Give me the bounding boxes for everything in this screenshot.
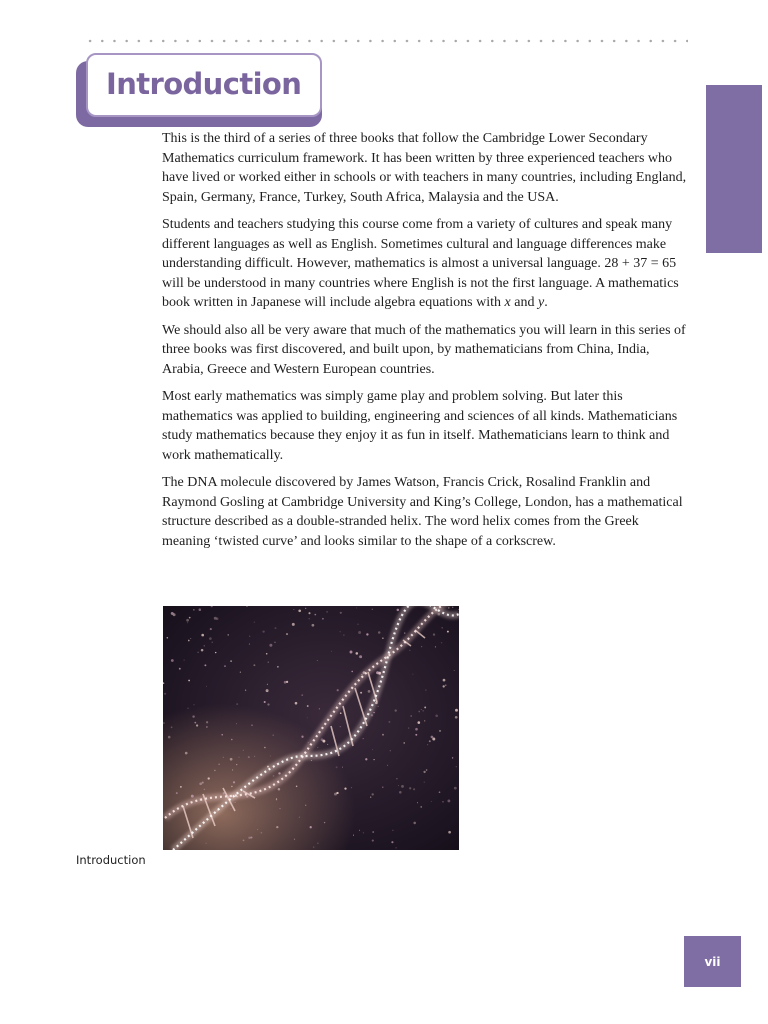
sparkle: [452, 757, 453, 758]
sparkle: [194, 722, 196, 724]
dna-helix-image: [163, 606, 459, 850]
sparkle: [395, 709, 397, 711]
sparkle: [257, 829, 258, 830]
sparkle: [317, 843, 318, 844]
sparkle: [231, 739, 233, 741]
sparkle: [431, 801, 432, 802]
sparkle: [363, 832, 364, 833]
sparkle: [204, 645, 205, 646]
sparkle: [236, 764, 237, 765]
sparkle: [208, 777, 210, 779]
sparkle: [421, 709, 422, 710]
sparkle: [274, 642, 276, 644]
sparkle: [273, 735, 274, 736]
sparkle: [368, 690, 371, 693]
sparkle: [248, 756, 250, 758]
sparkle: [445, 684, 447, 686]
variable-x: x: [504, 295, 511, 310]
sparkle: [412, 674, 413, 675]
sparkle: [413, 822, 416, 825]
sparkle: [421, 646, 422, 647]
sentence-end: .: [544, 295, 548, 310]
sparkle: [382, 638, 383, 639]
sparkle: [173, 613, 176, 616]
sparkle: [221, 734, 223, 736]
sparkle: [376, 671, 379, 674]
sparkle: [277, 666, 278, 667]
sparkle: [443, 679, 446, 682]
chapter-side-tab: [706, 85, 762, 253]
sparkle: [270, 756, 271, 757]
sparkle: [245, 690, 246, 691]
sparkle: [284, 681, 287, 684]
sparkle: [447, 631, 449, 633]
sparkle: [223, 757, 224, 758]
sparkle: [372, 840, 374, 842]
sparkle: [278, 788, 281, 791]
sparkle: [171, 726, 173, 728]
sparkle: [327, 744, 328, 745]
sparkle: [317, 747, 318, 748]
sparkle: [351, 787, 352, 788]
sparkle: [254, 622, 255, 623]
sparkle: [232, 769, 233, 770]
sparkle: [230, 758, 233, 761]
sparkle: [391, 841, 393, 843]
sparkle: [373, 759, 374, 760]
sparkle: [423, 710, 424, 711]
sparkle: [168, 736, 171, 739]
sparkle: [365, 758, 367, 760]
sparkle: [296, 786, 298, 788]
dotted-rule: [84, 39, 688, 43]
sparkle: [249, 644, 250, 645]
sparkle: [455, 716, 458, 719]
sparkle: [310, 826, 312, 828]
sparkle: [396, 847, 397, 848]
sparkle: [340, 726, 341, 727]
sparkle: [441, 642, 442, 643]
sparkle: [273, 775, 275, 777]
sparkle: [366, 633, 368, 635]
sparkle: [454, 670, 455, 671]
sparkle: [415, 734, 417, 736]
sparkle: [278, 772, 280, 774]
sparkle: [387, 765, 388, 766]
variable-y: y: [537, 295, 545, 310]
page-title: Introduction: [106, 67, 302, 101]
sparkle: [187, 622, 188, 623]
sparkle: [307, 705, 309, 707]
sparkle: [212, 642, 213, 643]
sparkle: [340, 612, 342, 614]
sparkle: [322, 740, 325, 743]
sparkle: [269, 644, 272, 647]
paragraph-5: The DNA molecule discovered by James Watson, Francis Crick, Rosalind Franklin and Raymond Gosling at Cambridge University and King’s College, London, has a mathematical structure described as a double-stranded helix. The word helix comes from the Greek meaning ‘twisted curve’ and looks similar to the shape of a corkscrew.: [162, 475, 683, 549]
sparkle: [292, 623, 295, 626]
sparkle: [435, 646, 436, 647]
sparkle: [426, 769, 428, 771]
sparkle: [313, 847, 314, 848]
sparkle: [308, 612, 310, 614]
sparkle: [206, 721, 208, 723]
sparkle: [305, 608, 306, 609]
sparkle: [388, 721, 390, 723]
sparkle: [307, 718, 308, 719]
sparkle: [204, 789, 206, 791]
sparkle: [441, 627, 443, 629]
sparkle: [201, 649, 204, 652]
sparkle: [399, 791, 402, 794]
sparkle: [439, 730, 441, 732]
sparkle: [188, 680, 190, 682]
sparkle: [167, 637, 169, 639]
sparkle: [415, 728, 418, 731]
sparkle: [206, 726, 207, 727]
sparkle: [218, 764, 219, 765]
sparkle: [193, 609, 194, 610]
sparkle: [196, 724, 198, 726]
sparkle: [350, 651, 353, 654]
sparkle: [424, 782, 425, 783]
sparkle: [240, 672, 241, 673]
sparkle: [286, 681, 288, 683]
sparkle: [448, 831, 451, 834]
sparkle: [184, 660, 185, 661]
sparkle: [317, 660, 318, 661]
sparkle: [253, 664, 255, 666]
sparkle: [425, 689, 426, 690]
sparkle: [206, 686, 207, 687]
dna-helix-illustration: [163, 606, 459, 850]
paragraph-3: We should also all be very aware that much of the mathematics you will learn in this series of three books was first discovered, and built upon, by mathematicians from China, India, Arabia, Greece and Western European countries.: [162, 322, 686, 377]
sparkle: [312, 624, 315, 627]
sparkle: [249, 636, 250, 637]
sparkle: [268, 661, 269, 662]
sparkle: [262, 630, 264, 632]
sparkle: [423, 771, 425, 773]
sparkle: [299, 817, 300, 818]
sparkle: [180, 786, 182, 788]
sparkle: [435, 714, 438, 717]
sparkle: [448, 607, 450, 609]
sparkle: [191, 795, 194, 798]
sparkle: [267, 684, 268, 685]
sparkle: [308, 618, 309, 619]
sparkle: [456, 766, 457, 767]
sparkle: [204, 664, 206, 666]
sparkle: [267, 703, 269, 705]
sparkle: [206, 843, 207, 844]
sparkle: [340, 712, 342, 714]
sparkle: [275, 627, 277, 629]
sparkle: [337, 689, 339, 691]
sparkle: [254, 756, 255, 757]
sparkle: [392, 830, 393, 831]
sparkle: [305, 805, 306, 806]
sparkle: [266, 653, 268, 655]
sparkle: [294, 839, 295, 840]
sparkle: [343, 634, 344, 635]
sparkle: [230, 808, 231, 809]
sparkle: [188, 708, 189, 709]
sparkle: [298, 609, 301, 612]
sparkle: [276, 799, 277, 800]
heading-box: [86, 53, 322, 117]
sparkle: [286, 633, 288, 635]
sparkle: [279, 808, 280, 809]
sparkle: [231, 786, 232, 787]
sparkle: [209, 637, 212, 640]
sparkle: [189, 617, 191, 619]
sparkle: [301, 694, 303, 696]
sparkle: [378, 706, 379, 707]
sparkle: [404, 632, 405, 633]
sparkle: [372, 749, 373, 750]
sparkle: [238, 757, 239, 758]
sparkle: [356, 652, 359, 655]
and-word: and: [510, 295, 538, 310]
sparkle: [398, 785, 399, 786]
sparkle: [264, 747, 266, 749]
sparkle: [331, 651, 332, 652]
sparkle: [382, 787, 383, 788]
sparkle: [201, 634, 204, 637]
sparkle: [251, 724, 252, 725]
sparkle: [371, 793, 373, 795]
sparkle: [261, 832, 263, 834]
sparkle: [188, 640, 190, 642]
sparkle: [356, 607, 357, 608]
page-number-badge: [684, 936, 741, 987]
sparkle: [235, 802, 236, 803]
running-footer: Introduction: [76, 853, 146, 867]
sparkle: [276, 826, 278, 828]
sparkle: [409, 787, 411, 789]
sparkle: [433, 633, 435, 635]
sparkle: [202, 782, 204, 784]
sparkle: [216, 617, 219, 620]
sparkle: [210, 628, 212, 630]
sparkle: [319, 708, 320, 709]
sparkle: [197, 652, 198, 653]
sparkle: [417, 802, 418, 803]
sparkle: [179, 668, 181, 670]
sparkle: [455, 709, 458, 712]
sparkle: [322, 618, 324, 620]
sparkle: [186, 619, 189, 622]
sparkle: [228, 634, 229, 635]
sparkle: [353, 835, 354, 836]
sparkle: [442, 801, 444, 803]
sparkle: [236, 723, 237, 724]
sparkle: [163, 722, 165, 724]
sparkle: [359, 655, 362, 658]
sparkle: [293, 609, 294, 610]
sparkle: [363, 738, 364, 739]
sparkle: [301, 736, 303, 738]
sparkle: [424, 720, 425, 721]
sparkle: [372, 609, 373, 610]
sparkle: [190, 638, 191, 639]
sparkle: [447, 799, 450, 802]
page-number: vii: [704, 954, 721, 969]
sparkle: [443, 685, 445, 687]
paragraph-2: [162, 215, 688, 313]
sparkle: [215, 652, 216, 653]
body-text: [162, 129, 688, 551]
sparkle: [336, 766, 338, 768]
sparkle: [243, 750, 244, 751]
sparkle: [432, 738, 435, 741]
sparkle: [233, 781, 235, 783]
sparkle: [236, 703, 238, 705]
sparkle: [382, 734, 384, 736]
sparkle: [378, 631, 381, 634]
sparkle: [390, 750, 391, 751]
paragraph-4: Most early mathematics was simply game play and problem solving. But later this mathematics was applied to building, engineering and sciences of all kinds. Mathematicians study mathematics because they enjoy it as fun in itself. Mathematicians learn to think and work mathematically.: [162, 389, 678, 463]
sparkle: [418, 711, 420, 713]
sparkle: [458, 609, 459, 610]
sparkle: [372, 831, 374, 833]
sparkle: [342, 767, 343, 768]
sparkle: [373, 712, 374, 713]
sparkle: [230, 660, 232, 662]
sparkle: [431, 736, 434, 739]
sparkle: [199, 782, 202, 785]
sparkle: [452, 607, 453, 608]
sparkle: [314, 614, 316, 616]
sparkle: [397, 609, 400, 612]
sparkle: [427, 744, 428, 745]
sparkle: [403, 742, 404, 743]
sparkle: [396, 778, 397, 779]
sparkle: [340, 631, 341, 632]
sparkle: [351, 671, 353, 673]
sparkle: [410, 715, 412, 717]
paragraph-1: This is the third of a series of three books that follow the Cambridge Lower Secondary Mathematics curriculum framework. It has been written by three experienced teachers who have lived or worked either in schools or with teachers in many countries, including England, Spain, Germany, France, Turkey, South Africa, Malaysia and the USA.: [162, 131, 687, 205]
sparkle: [360, 692, 362, 694]
sparkle: [185, 752, 188, 755]
sparkle: [429, 740, 431, 742]
paragraph-2-text: Students and teachers studying this course come from a variety of cultures and speak many different languages as well as English. Sometimes cultural and language differences make understanding difficult. However, mathematics is almost a universal language. 28 + 37 = 65 will be understood in many countries where English is not the first language. A mathematics book written in Japanese will include algebra equations with: [162, 217, 679, 310]
sparkle: [370, 796, 371, 797]
sparkle: [344, 787, 346, 789]
sparkle: [176, 792, 178, 794]
sparkle: [248, 837, 250, 839]
sparkle: [193, 704, 194, 705]
sparkle: [164, 693, 166, 695]
sparkle: [418, 721, 421, 724]
sparkle: [214, 770, 215, 771]
sparkle: [326, 611, 328, 613]
sparkle: [439, 791, 441, 793]
sparkle: [224, 665, 226, 667]
sparkle: [311, 760, 312, 761]
sparkle: [408, 728, 409, 729]
sparkle: [324, 822, 325, 823]
sparkle: [424, 706, 426, 708]
sparkle: [336, 792, 338, 794]
sparkle: [401, 785, 404, 788]
sparkle: [358, 631, 361, 634]
sparkle: [171, 659, 174, 662]
sparkle: [358, 624, 359, 625]
sparkle: [243, 840, 245, 842]
sparkle: [295, 702, 298, 705]
sparkle: [413, 788, 415, 790]
sparkle: [199, 608, 202, 611]
sparkle: [420, 806, 422, 808]
sparkle: [359, 830, 360, 831]
sparkle: [264, 701, 266, 703]
sparkle: [454, 787, 457, 790]
sparkle: [409, 650, 410, 651]
sparkle: [266, 689, 269, 692]
sparkle: [192, 715, 194, 717]
